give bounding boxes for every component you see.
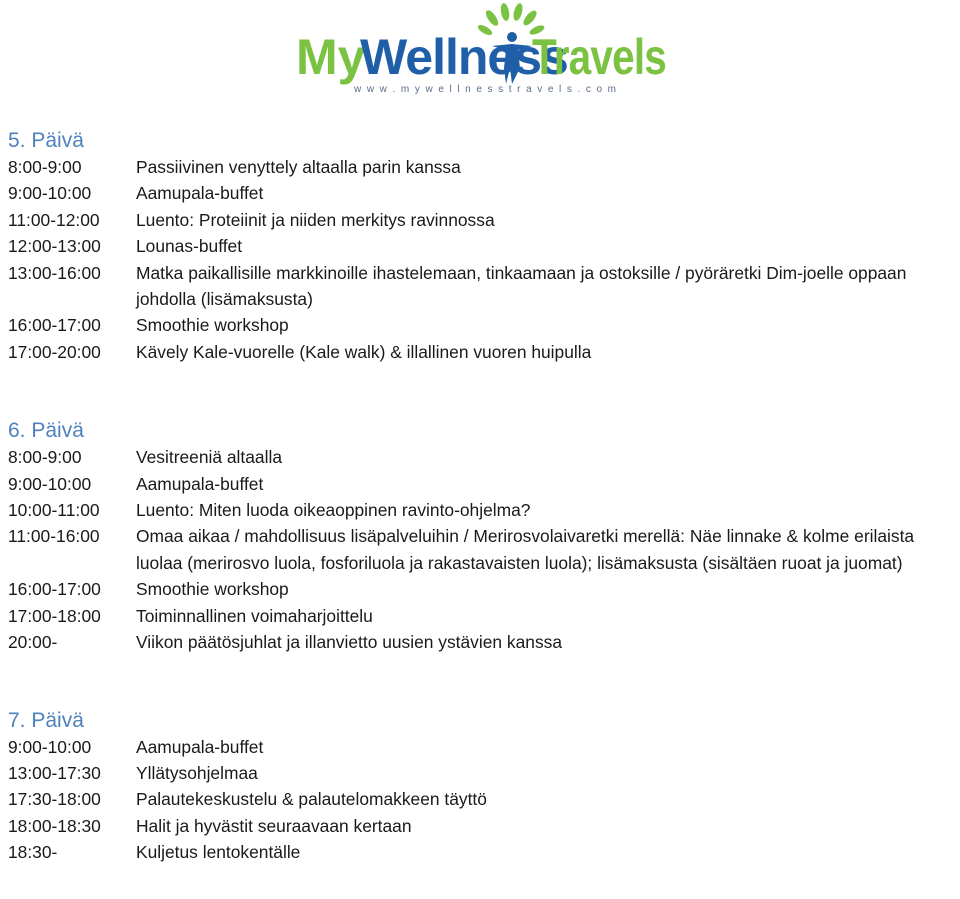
day-heading: 7. Päivä xyxy=(8,708,84,732)
logo-text-travels: Travels xyxy=(532,29,666,85)
activity-text: Viikon päätösjuhlat ja illanvietto uusien ystävien kanssa xyxy=(136,632,563,653)
time-slot: 8:00-9:00 xyxy=(8,157,82,177)
schedule-row xyxy=(8,444,956,470)
day-heading: 6. Päivä xyxy=(8,419,84,443)
activity-text: Smoothie workshop xyxy=(136,579,289,600)
schedule-row xyxy=(8,839,956,865)
day-section xyxy=(8,410,956,655)
schedule-row xyxy=(8,260,956,313)
logo-graphic xyxy=(296,4,668,96)
activity-text: Smoothie workshop xyxy=(136,315,289,336)
time-slot: 18:00-18:30 xyxy=(8,815,101,836)
activity-text: Kävely Kale-vuorelle (Kale walk) & illallinen vuoren huipulla xyxy=(136,341,592,362)
schedule-row xyxy=(8,760,956,786)
activity-text: Aamupala-buffet xyxy=(136,183,264,204)
time-slot: 16:00-17:00 xyxy=(8,579,101,600)
logo-text-my: My xyxy=(296,29,366,85)
activity-text: Vesitreeniä altaalla xyxy=(136,447,282,468)
section-spacer xyxy=(8,656,956,700)
time-slot: 17:00-18:00 xyxy=(8,605,101,626)
time-slot: 8:00-9:00 xyxy=(8,447,82,468)
schedule-row xyxy=(8,180,956,206)
time-slot: 17:00-20:00 xyxy=(8,341,101,362)
time-slot: 16:00-17:00 xyxy=(8,315,101,336)
schedule-row xyxy=(8,813,956,839)
time-slot: 13:00-16:00 xyxy=(8,262,101,283)
day-heading: 5. Päivä xyxy=(8,129,84,152)
time-slot: 18:30- xyxy=(8,842,58,863)
logo-url: w w w . m y w e l l n e s s t r a v e l s . c o m xyxy=(354,84,616,95)
time-slot: 9:00-10:00 xyxy=(8,736,92,757)
brand-logo xyxy=(296,4,668,96)
time-slot: 10:00-11:00 xyxy=(8,500,100,521)
activity-text: Aamupala-buffet xyxy=(136,473,264,494)
schedule-row xyxy=(8,576,956,602)
time-slot: 9:00-10:00 xyxy=(8,183,92,204)
time-slot: 20:00- xyxy=(8,632,58,653)
schedule-row xyxy=(8,339,956,365)
activity-text: Palautekeskustelu & palautelomakkeen täyttö xyxy=(136,789,487,810)
time-slot: 13:00-17:30 xyxy=(8,762,101,783)
schedule-row xyxy=(8,497,956,523)
activity-text: Omaa aikaa / mahdollisuus lisäpalveluihin / Merirosvolaivaretki merellä: Näe linnake & kolme erilaista luolaa (merirosvo luola, fosforiluola ja rakastavaisten luola); lisämaksusta (sisältäen ruoat ja juomat) xyxy=(136,526,915,573)
schedule-row xyxy=(8,312,956,338)
activity-text: Luento: Miten luoda oikeaoppinen ravinto-ohjelma? xyxy=(136,500,531,521)
day-section xyxy=(8,120,956,365)
activity-text: Passiivinen venyttely altaalla parin kanssa xyxy=(136,157,461,177)
schedule-row xyxy=(8,154,956,180)
activity-text: Toiminnallinen voimaharjoittelu xyxy=(136,605,373,626)
time-slot: 17:30-18:00 xyxy=(8,789,101,810)
day-section xyxy=(8,700,956,866)
schedule-row xyxy=(8,603,956,629)
schedule-row xyxy=(8,233,956,259)
schedule-row xyxy=(8,734,956,760)
schedule-row xyxy=(8,523,956,576)
activity-text: Luento: Proteiinit ja niiden merkitys ravinnossa xyxy=(136,209,495,230)
schedule-row xyxy=(8,629,956,655)
logo-text-wellness: Wellness xyxy=(360,29,568,85)
time-slot: 11:00-12:00 xyxy=(8,209,100,230)
schedule-row xyxy=(8,786,956,812)
schedule-row xyxy=(8,207,956,233)
schedule-row xyxy=(8,471,956,497)
time-slot: 12:00-13:00 xyxy=(8,236,101,257)
section-spacer xyxy=(8,365,956,410)
itinerary xyxy=(8,120,956,866)
activity-text: Yllätysohjelmaa xyxy=(136,762,258,783)
time-slot: 9:00-10:00 xyxy=(8,473,92,494)
activity-text: Halit ja hyvästit seuraavaan kertaan xyxy=(136,815,412,836)
activity-text: Aamupala-buffet xyxy=(136,736,264,757)
activity-text: Matka paikallisille markkinoille ihastelemaan, tinkaamaan ja ostoksille / pyöräretki Dim-joelle oppaan johdolla (lisämaksusta) xyxy=(136,262,907,310)
activity-text: Kuljetus lentokentälle xyxy=(136,842,301,863)
time-slot: 11:00-16:00 xyxy=(8,526,100,547)
activity-text: Lounas-buffet xyxy=(136,236,243,257)
